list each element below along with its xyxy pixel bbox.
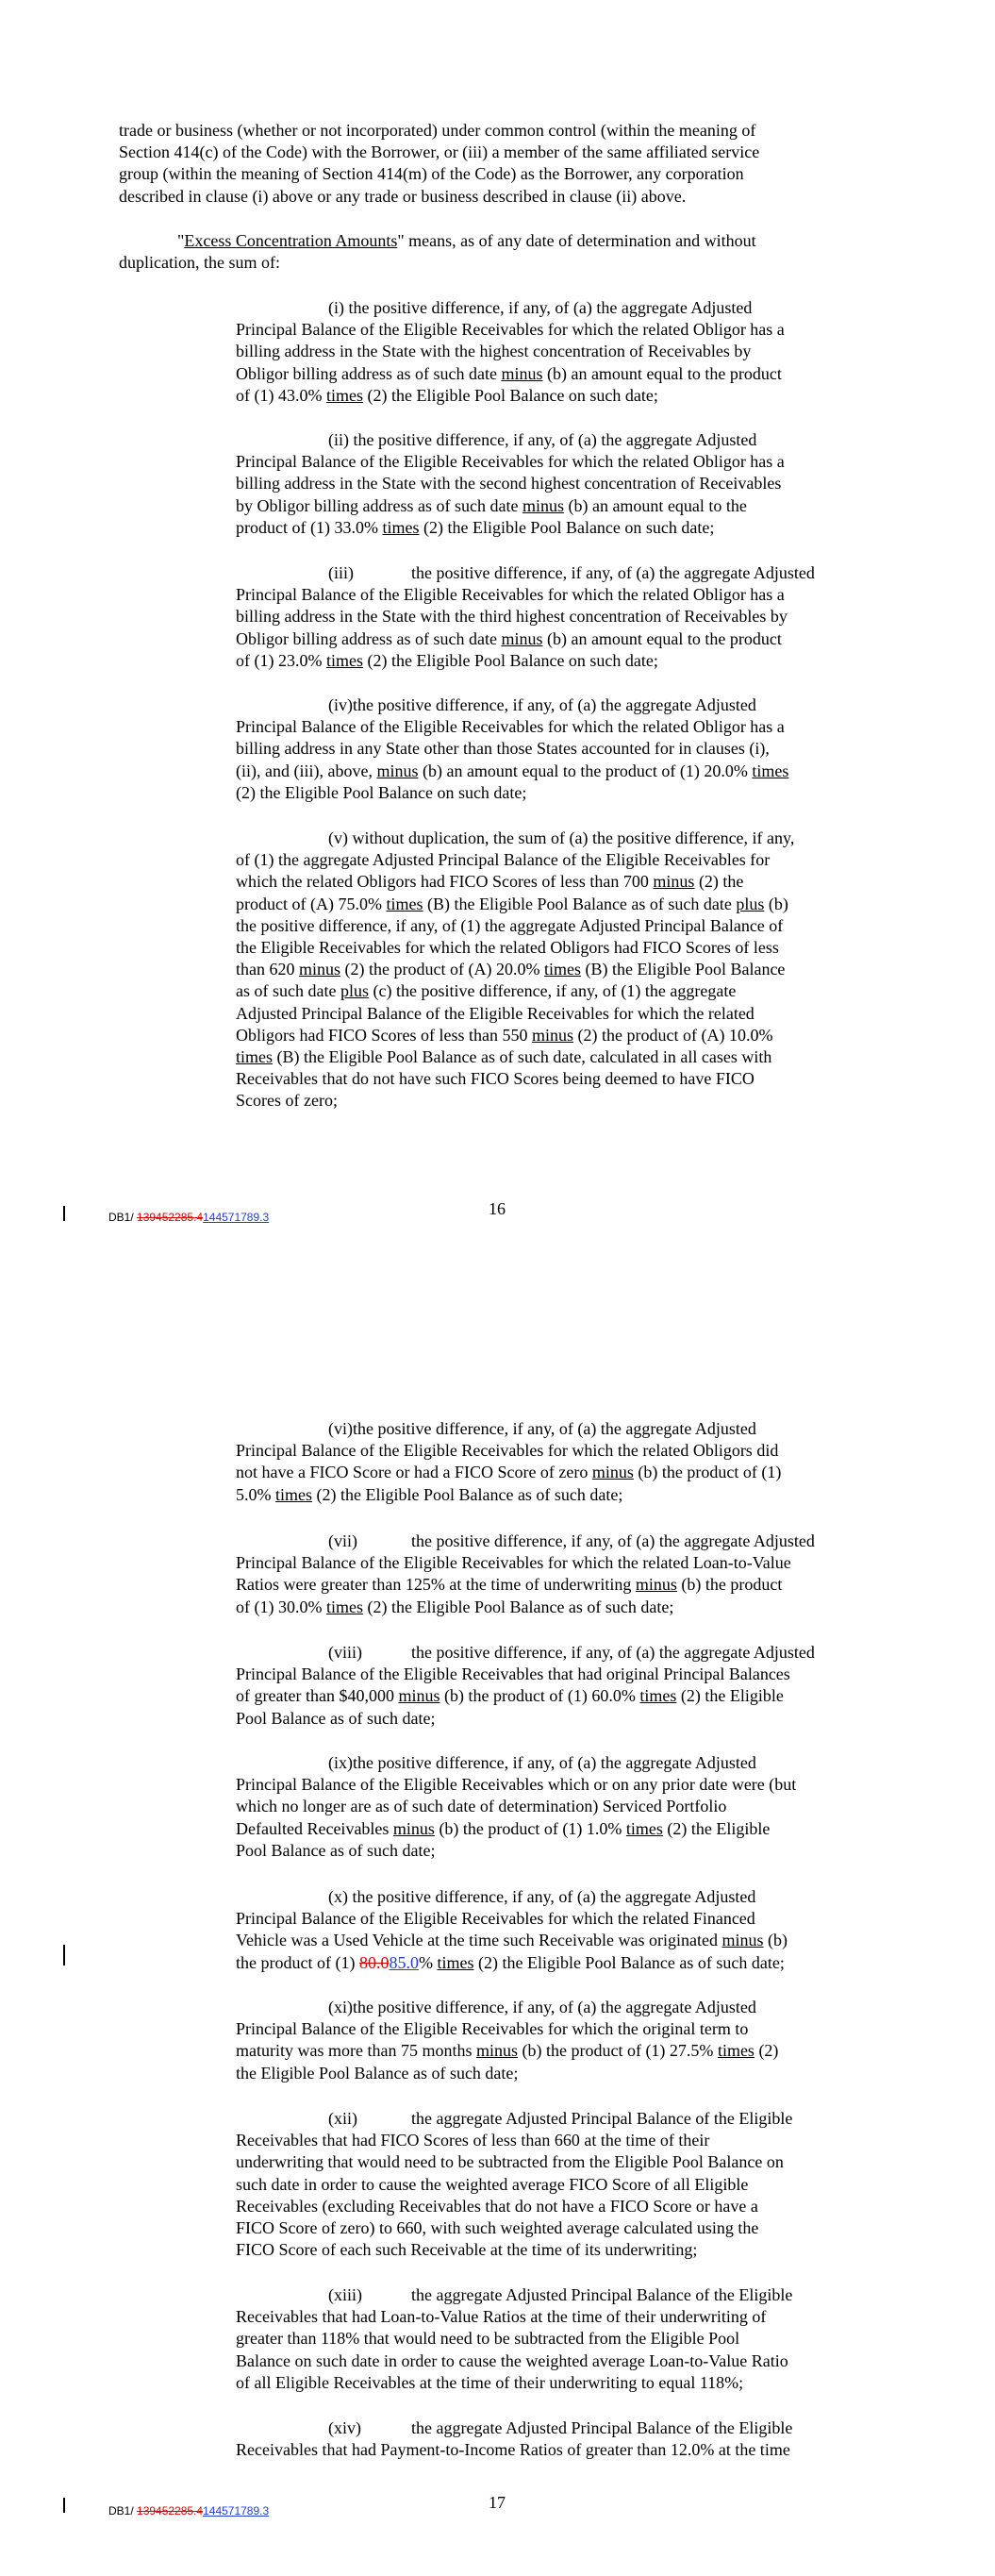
revision-bar <box>63 1945 65 1965</box>
defined-term: Excess Concentration Amounts <box>184 231 398 250</box>
page-number: 17 <box>489 2493 506 2512</box>
clause-v: (v) without duplication, the sum of (a) the positive difference, if any, of (1) the aggregate Adjusted Principal Balance of the Eligible Receivables for which the related Obligors had FICO Scores of less than 700 minus (2) the product of (A) 75.0% times (B) the Eligible Pool Balance as of such date plus (b) the positive difference, if any, of (1) the aggregate Adjusted Principal Balance of the Eligible Receivables for which the related Obligors had FICO Scores of less than 620 minus (2) the product of (A) 20.0% times (B) the Eligible Pool Balance as of such date plus (c) the positive difference, if any, of (1) the aggregate Adjusted Principal Balance of the Eligible Receivables for which the related Obligors had FICO Scores of less than 550 minus (2) the product of (A) 10.0% times (B) the Eligible Pool Balance as of such date, calculated in all cases with Receivables that do not have such FICO Scores being deemed to have FICO Scores of zero; <box>236 828 795 1111</box>
clause-vii: (vii) the positive difference, if any, of (a) the aggregate Adjusted Principal Balance of the Eligible Receivables for which the related Loan-to-Value Ratios were greater than 125% at the time of underwriting minus (b) the product of (1) 30.0% times (2) the Eligible Pool Balance as of such date; <box>236 1531 815 1616</box>
clause-xii: (xii) the aggregate Adjusted Principal Balance of the Eligible Receivables that had FICO Scores of less than 660 at the time of their underwriting that would need to be subtracted from the Eligible Pool Balance on such date in order to cause the weighted average FICO Score of all Eligible Receivables (excluding Receivables that do not have a FICO Score or have a FICO Score of zero) to 660, with such weighted average calculated using the FICO Score of each such Receivable at the time of its underwriting; <box>236 2109 793 2260</box>
document-id-footer: DB1/ 139452285.4144571789.3 <box>108 1211 270 1224</box>
clause-x: (x) the positive difference, if any, of (a) the aggregate Adjusted Principal Balance of the Eligible Receivables for which the related Financed Vehicle was a Used Vehicle at the time such Receivable was originated minus (b) the product of (1) 80.085.0% times (2) the Eligible Pool Balance as of such date; <box>236 1887 788 1972</box>
clause-xiii: (xiii) the aggregate Adjusted Principal Balance of the Eligible Receivables that had Loan-to-Value Ratios at the time of their underwriting of greater than 118% that would need to be subtracted from the Eligible Pool Balance on such date in order to cause the weighted average Loan-to-Value Ratio of all Eligible Receivables at the time of their underwriting to equal 118%; <box>236 2285 793 2392</box>
excess-concentration-definition: "Excess Concentration Amounts" means, as of any date of determination and without duplication, the sum of: <box>119 231 756 273</box>
clause-ix: (ix)the positive difference, if any, of (a) the aggregate Adjusted Principal Balance of the Eligible Receivables which or on any prior date were (but which no longer are as of such date of determination) Serviced Portfolio Defaulted Receivables minus (b) the product of (1) 1.0% times (2) the Eligible Pool Balance as of such date; <box>236 1753 797 1860</box>
document-id-footer: DB1/ 139452285.4144571789.3 <box>108 2504 270 2517</box>
clause-i: (i) the positive difference, if any, of (a) the aggregate Adjusted Principal Balance of the Eligible Receivables for which the related Obligor has a billing address in the State with the highest concentration of Receivables by Obligor billing address as of such date minus (b) an amount equal to the product of (1) 43.0% times (2) the Eligible Pool Balance on such date; <box>236 298 785 405</box>
inserted-doc-id: 144571789.3 <box>203 2504 270 2517</box>
clause-vi: (vi)the positive difference, if any, of (a) the aggregate Adjusted Principal Balance of the Eligible Receivables for which the related Obligors did not have a FICO Score or had a FICO Score of zero minus (b) the product of (1) 5.0% times (2) the Eligible Pool Balance as of such date; <box>236 1419 782 1504</box>
clause-iv: (iv)the positive difference, if any, of (a) the aggregate Adjusted Principal Balance of the Eligible Receivables for which the related Obligor has a billing address in any State other than those States accounted for in clauses (i), (ii), and (iii), above, minus (b) an amount equal to the product of (1) 20.0% times (2) the Eligible Pool Balance on such date; <box>236 695 789 802</box>
page-17 <box>0 1288 995 2576</box>
revision-bar <box>63 2498 65 2513</box>
deleted-doc-id: 139452285.4 <box>137 1211 204 1224</box>
clause-ii: (ii) the positive difference, if any, of (a) the aggregate Adjusted Principal Balance of the Eligible Receivables for which the related Obligor has a billing address in the State with the second highest concentration of Receivables by Obligor billing address as of such date minus (b) an amount equal to the product of (1) 33.0% times (2) the Eligible Pool Balance on such date; <box>236 430 785 537</box>
clause-iii: (iii) the positive difference, if any, of (a) the aggregate Adjusted Principal Balance of the Eligible Receivables for which the related Obligor has a billing address in the State with the third highest concentration of Receivables by Obligor billing address as of such date minus (b) an amount equal to the product of (1) 23.0% times (2) the Eligible Pool Balance on such date; <box>236 563 815 670</box>
clause-xi: (xi)the positive difference, if any, of (a) the aggregate Adjusted Principal Balance of the Eligible Receivables for which the original term to maturity was more than 75 months minus (b) the product of (1) 27.5% times (2) the Eligible Pool Balance as of such date; <box>236 1998 779 2083</box>
clause-xiv: (xiv) the aggregate Adjusted Principal Balance of the Eligible Receivables that had Payment-to-Income Ratios of greater than 12.0% at the time <box>236 2418 793 2460</box>
inserted-percentage: 85.0 <box>389 1952 419 1972</box>
deleted-doc-id: 139452285.4 <box>137 2504 204 2517</box>
inserted-doc-id: 144571789.3 <box>203 1211 270 1224</box>
intro-paragraph: trade or business (whether or not incorporated) under common control (within the meaning of Section 414(c) of the Code) with the Borrower, or (iii) a member of the same affiliated service group (within the meaning of Section 414(m) of the Code) as the Borrower, any corporation described in clause (i) above or any trade or business described in clause (ii) above. <box>119 121 760 206</box>
clause-viii: (viii) the positive difference, if any, of (a) the aggregate Adjusted Principal Balance of the Eligible Receivables that had original Principal Balances of greater than $40,000 minus (b) the product of (1) 60.0% times (2) the Eligible Pool Balance as of such date; <box>236 1643 815 1728</box>
page-number: 16 <box>489 1199 506 1218</box>
revision-bar <box>63 1206 65 1221</box>
deleted-percentage: 80.0 <box>358 1952 390 1972</box>
